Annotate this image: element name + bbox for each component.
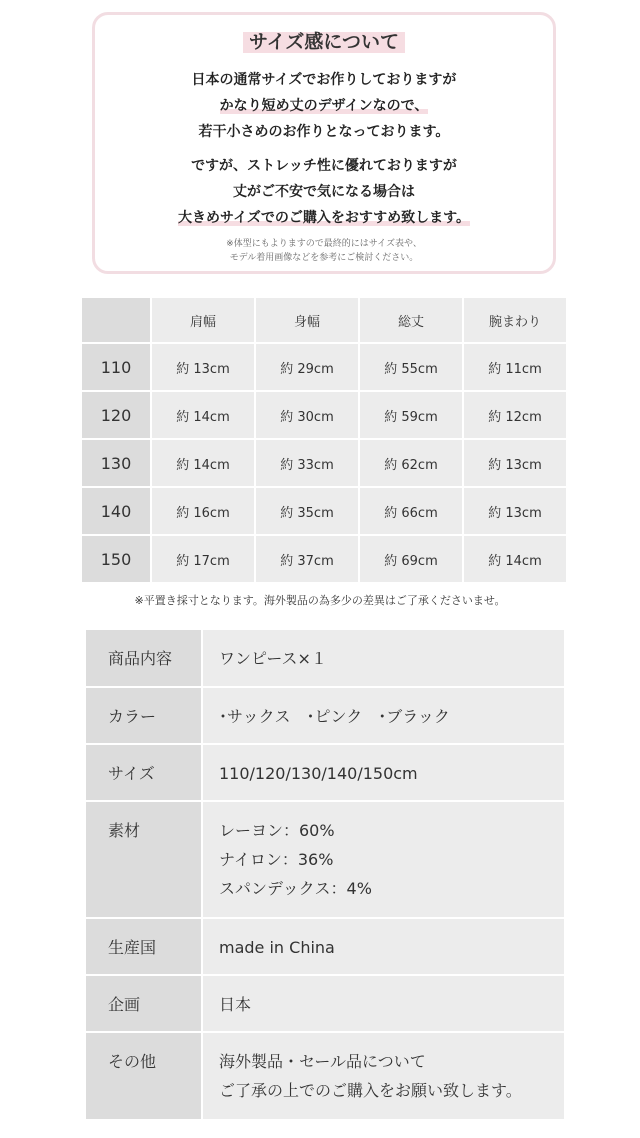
size-label: 130 bbox=[81, 439, 151, 487]
info-value-line: スパンデックス：4% bbox=[219, 879, 372, 898]
table-row bbox=[81, 535, 567, 583]
notice-line: 若干小さめのお作りとなっております。 bbox=[198, 124, 450, 140]
info-value-line: 日本 bbox=[219, 995, 252, 1014]
notice-paragraph-1 bbox=[95, 67, 553, 145]
notice-highlight: 大きめサイズでのご購入をおすすめ致します。 bbox=[178, 210, 470, 226]
table-cell: 約 33cm bbox=[255, 439, 359, 487]
info-row-origin bbox=[86, 918, 564, 975]
table-row bbox=[81, 487, 567, 535]
notice-paragraph-2 bbox=[95, 153, 553, 231]
size-table bbox=[80, 296, 568, 584]
info-value bbox=[202, 801, 564, 918]
info-row-other bbox=[86, 1032, 564, 1120]
info-value bbox=[202, 1032, 564, 1120]
header-arm-circumference: 腕まわり bbox=[463, 297, 567, 343]
info-value bbox=[202, 687, 564, 744]
info-value-line: ワンピース×１ bbox=[219, 649, 327, 668]
info-label: 商品内容 bbox=[86, 630, 202, 687]
info-value-line: ご了承の上でのご購入をお願い致します。 bbox=[219, 1081, 522, 1100]
table-cell: 約 29cm bbox=[255, 343, 359, 391]
table-cell: 約 35cm bbox=[255, 487, 359, 535]
info-label: サイズ bbox=[86, 744, 202, 801]
info-row-material bbox=[86, 801, 564, 918]
table-cell: 約 17cm bbox=[151, 535, 255, 583]
info-row-color bbox=[86, 687, 564, 744]
table-cell: 約 14cm bbox=[463, 535, 567, 583]
info-value-line: ･サックス ･ピンク ･ブラック bbox=[219, 707, 450, 726]
table-cell: 約 14cm bbox=[151, 391, 255, 439]
table-cell: 約 12cm bbox=[463, 391, 567, 439]
size-table-header-row bbox=[81, 297, 567, 343]
table-row bbox=[81, 343, 567, 391]
info-label: その他 bbox=[86, 1032, 202, 1120]
table-cell: 約 13cm bbox=[463, 487, 567, 535]
header-total-length: 総丈 bbox=[359, 297, 463, 343]
info-value bbox=[202, 975, 564, 1032]
size-label: 120 bbox=[81, 391, 151, 439]
table-cell: 約 30cm bbox=[255, 391, 359, 439]
header-body-width: 身幅 bbox=[255, 297, 359, 343]
info-value-line: 海外製品・セール品について bbox=[219, 1052, 426, 1071]
table-cell: 約 37cm bbox=[255, 535, 359, 583]
info-label: 生産国 bbox=[86, 918, 202, 975]
notice-line: 丈がご不安で気になる場合は bbox=[233, 184, 415, 200]
notice-title: サイズ感について bbox=[243, 29, 405, 55]
product-info-table bbox=[86, 630, 564, 1121]
info-value bbox=[202, 918, 564, 975]
notice-line: ですが、ストレッチ性に優れておりますが bbox=[191, 158, 457, 174]
notice-highlight: かなり短め丈のデザインなので、 bbox=[219, 98, 429, 114]
table-cell: 約 13cm bbox=[151, 343, 255, 391]
table-row bbox=[81, 439, 567, 487]
table-cell: 約 16cm bbox=[151, 487, 255, 535]
size-label: 110 bbox=[81, 343, 151, 391]
size-feel-notice bbox=[92, 12, 556, 274]
info-row-planning bbox=[86, 975, 564, 1032]
table-cell: 約 55cm bbox=[359, 343, 463, 391]
header-shoulder-width: 肩幅 bbox=[151, 297, 255, 343]
measurement-note: ※平置き採寸となります。海外製品の為多少の差異はご了承くださいませ。 bbox=[134, 594, 506, 607]
notice-small-note bbox=[95, 237, 553, 265]
notice-line bbox=[95, 205, 553, 231]
info-value bbox=[202, 744, 564, 801]
notice-line: 日本の通常サイズでお作りしておりますが bbox=[191, 72, 457, 88]
notice-line bbox=[95, 93, 553, 119]
table-row bbox=[81, 391, 567, 439]
size-table-corner bbox=[81, 297, 151, 343]
size-label: 140 bbox=[81, 487, 151, 535]
size-label: 150 bbox=[81, 535, 151, 583]
table-cell: 約 59cm bbox=[359, 391, 463, 439]
info-value-line: made in China bbox=[219, 938, 335, 957]
table-cell: 約 14cm bbox=[151, 439, 255, 487]
notice-small-line: ※体型にもよりますので最終的にはサイズ表や、 bbox=[226, 239, 422, 249]
table-cell: 約 62cm bbox=[359, 439, 463, 487]
info-row-contents bbox=[86, 630, 564, 687]
table-cell: 約 11cm bbox=[463, 343, 567, 391]
info-label: 素材 bbox=[86, 801, 202, 918]
notice-small-line: モデル着用画像などを参考にご検討ください。 bbox=[229, 253, 419, 263]
info-label: カラー bbox=[86, 687, 202, 744]
info-label: 企画 bbox=[86, 975, 202, 1032]
table-cell: 約 13cm bbox=[463, 439, 567, 487]
info-value-line: 110/120/130/140/150cm bbox=[219, 764, 418, 783]
info-row-size bbox=[86, 744, 564, 801]
info-value-line: レーヨン：60% bbox=[219, 821, 335, 840]
info-value bbox=[202, 630, 564, 687]
table-cell: 約 66cm bbox=[359, 487, 463, 535]
table-cell: 約 69cm bbox=[359, 535, 463, 583]
info-value-line: ナイロン：36% bbox=[219, 850, 334, 869]
